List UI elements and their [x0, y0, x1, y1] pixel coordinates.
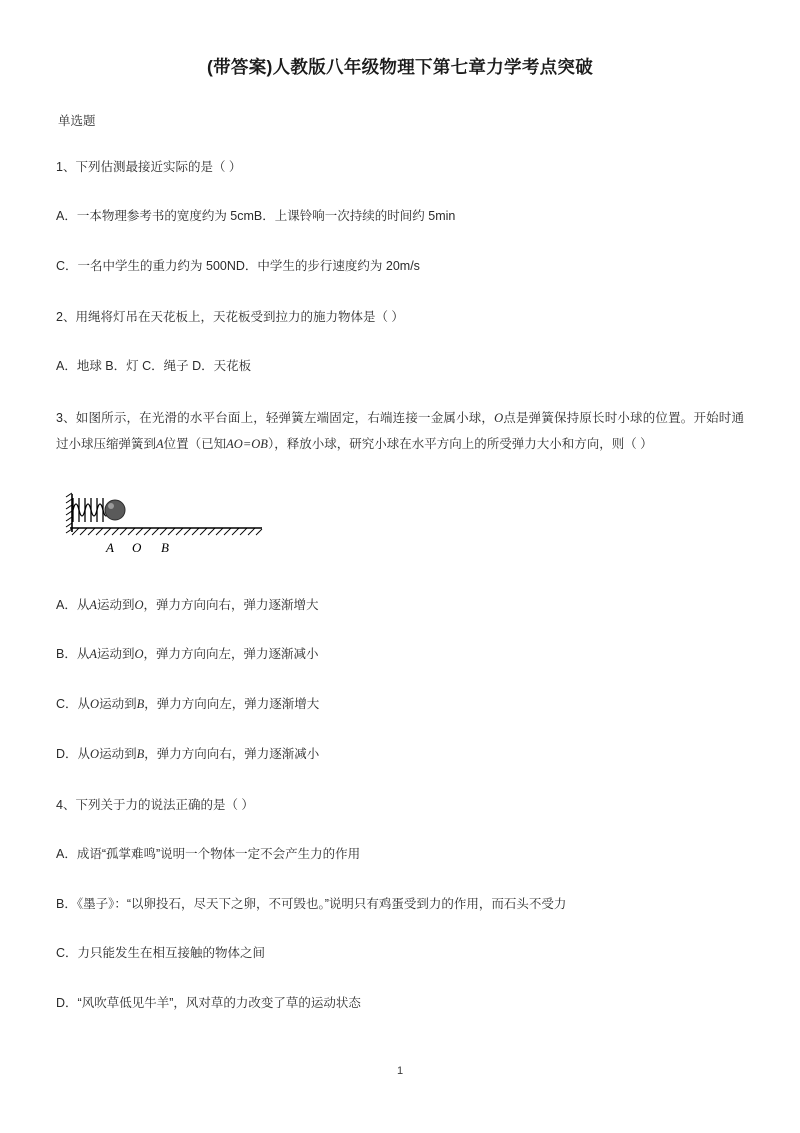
section-label: 单选题: [58, 114, 96, 128]
spring-ball-diagram: [62, 488, 302, 568]
question-4-stem: 4、下列关于力的说法正确的是（ ）: [56, 797, 254, 812]
opt-b-prefix: B．从: [56, 647, 90, 662]
figure-label-b: B: [161, 539, 169, 555]
question-3-stem-part1: 3、如图所示，在光滑的水平台面上，轻弹簧左端固定，右端连接一金属小球，: [56, 411, 495, 425]
question-4-option-c: C．力只能发生在相互接触的物体之间: [56, 946, 266, 961]
opt-a-tail: ，弹力方向向右，弹力逐渐增大: [143, 597, 319, 612]
question-2-options: A．地球 B．灯 C．绳子 D．天花板: [56, 359, 252, 374]
opt-a-i2: O: [134, 597, 144, 612]
question-3-option-b: [56, 643, 744, 667]
opt-a-prefix: A．从: [56, 597, 90, 612]
question-3-stem-part6: 方向，则（ ）: [574, 437, 653, 452]
question-3-option-d: [56, 743, 744, 767]
question-3-stem-part3: 置。开始时通过小球压缩弹簧到: [56, 411, 744, 452]
question-3-stem-part4: 位置（已知: [163, 437, 227, 452]
figure-label-o: O: [132, 539, 142, 555]
question-3-stem-part5: ），释放小球，研究小球在水平方向上的所受弹力大小和: [267, 437, 575, 452]
page-title: (带答案)人教版八年级物理下第七章力学考点突破: [206, 57, 594, 77]
question-2-stem: 2、用绳将灯吊在天花板上，天花板受到拉力的施力物体是（ ）: [56, 309, 404, 324]
opt-b-tail: ，弹力方向向左，弹力逐渐减小: [143, 647, 319, 662]
question-3-option-c: [56, 693, 744, 717]
question-1-stem: 1、下列估测最接近实际的是（ ）: [56, 160, 242, 174]
opt-a-mid: 运动到: [96, 597, 135, 612]
question-3-italic-ao-ob: AO=OB: [226, 437, 268, 452]
question-4-option-a: A．成语“孤掌难鸣”说明一个物体一定不会产生力的作用: [56, 846, 361, 861]
question-3-italic-a: A: [156, 437, 164, 452]
opt-b-mid: 运动到: [96, 647, 135, 662]
opt-b-i1: A: [89, 647, 97, 662]
question-1-option-a: A．一本物理参考书的宽度约为 5cmB．上课铃响一次持续的时间约 5min: [56, 209, 456, 224]
question-3-stem-part2: 点是弹簧保持原长时小球的位: [503, 411, 669, 425]
figure-label-a: A: [106, 539, 114, 555]
opt-c-mid: 运动到: [99, 697, 137, 711]
opt-a-i1: A: [89, 597, 97, 612]
opt-d-i2: B: [136, 746, 145, 761]
question-4-option-b: B．《墨子》：“以卵投石，尽天下之卵，不可毁也。”说明只有鸡蛋受到力的作用，而石头不受力: [56, 896, 567, 911]
question-3-stem: [56, 405, 744, 458]
page-number: 1: [396, 1065, 404, 1077]
opt-c-i2: B: [136, 697, 145, 711]
opt-d-tail: ，弹力方向向右，弹力逐渐减小: [144, 746, 320, 761]
opt-c-i1: O: [90, 697, 100, 711]
opt-b-i2: O: [134, 647, 144, 662]
opt-d-prefix: D．从: [56, 746, 91, 761]
question-1-option-c: C．一名中学生的重力约为 500ND．中学生的步行速度约为 20m/s: [56, 259, 420, 274]
opt-d-mid: 运动到: [99, 746, 137, 761]
opt-c-prefix: C．从: [56, 697, 91, 711]
opt-d-i1: O: [90, 746, 100, 761]
opt-c-tail: ，弹力方向向左，弹力逐渐增大: [144, 697, 320, 711]
question-3-italic-o: O: [494, 411, 504, 425]
question-4-option-d: D．“风吹草低见牛羊”，风对草的力改变了草的运动状态: [56, 996, 361, 1011]
question-3-figure: [62, 488, 744, 568]
question-3-option-a: [56, 594, 744, 618]
